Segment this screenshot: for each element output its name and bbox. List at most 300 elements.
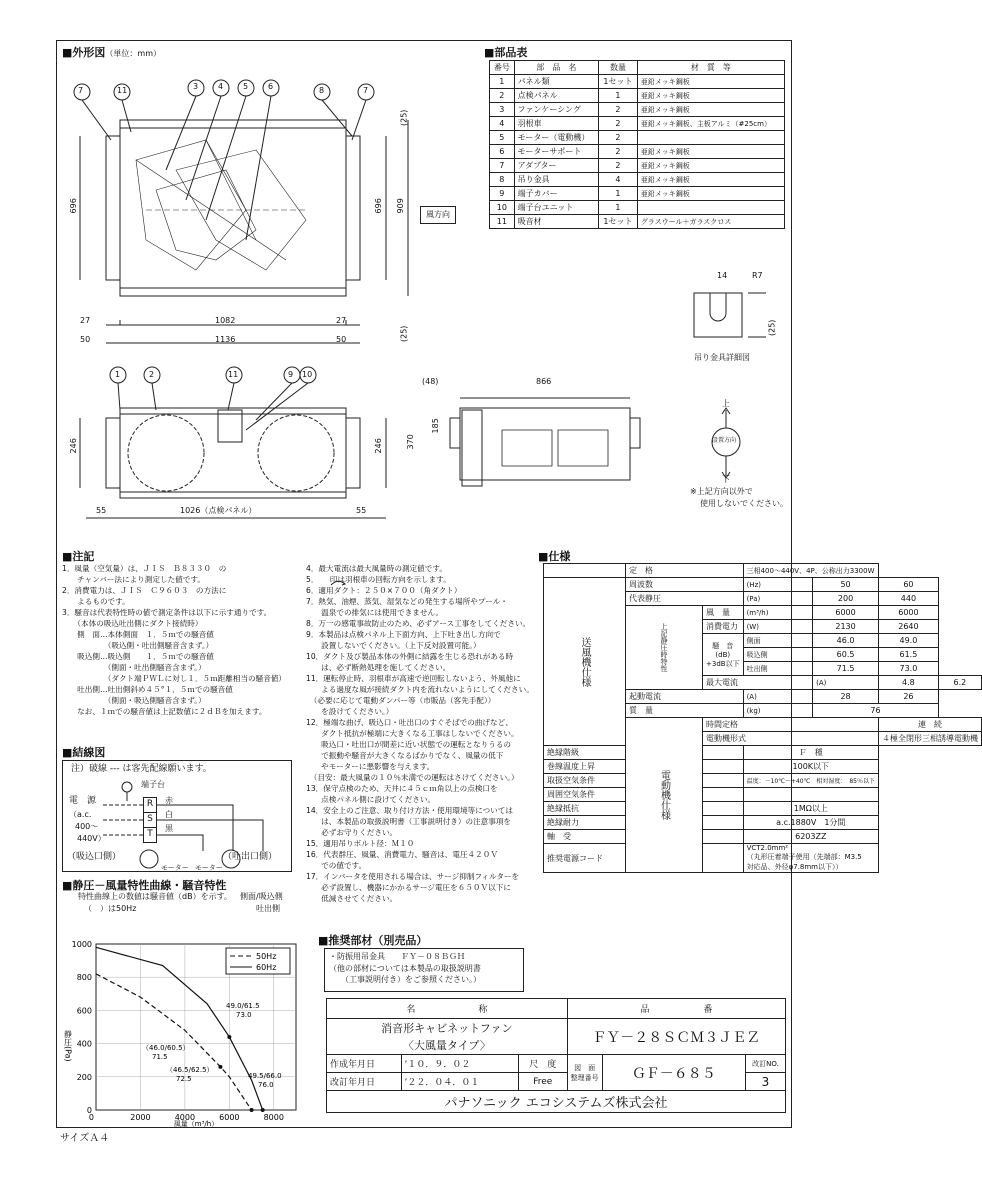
hanger-dim-25: (25) bbox=[767, 319, 777, 337]
motor-label: 軸 受 bbox=[544, 830, 744, 844]
number-header: 品 番 bbox=[567, 999, 785, 1019]
callout-4: 4 bbox=[218, 82, 224, 91]
chart-noise-label: 49.5/66.0 bbox=[248, 1072, 282, 1080]
note-line: で振動や騒音が大きくなるばかりでなく、風量の低下 bbox=[306, 751, 504, 760]
motor-value: 1MΩ以上 bbox=[743, 802, 878, 816]
spec-row bbox=[544, 564, 982, 578]
parts-header-row bbox=[490, 61, 785, 75]
part-no: 7 bbox=[490, 159, 515, 173]
note-line: 3．騒音は代表特性時の値で測定条件は以下に示す通りです。 bbox=[62, 608, 272, 617]
chart-point bbox=[227, 1035, 231, 1039]
chart-noise-label: （46.5/62.5） bbox=[166, 1066, 214, 1074]
part-no: 10 bbox=[490, 201, 515, 215]
legend-60hz: 60Hz bbox=[256, 963, 277, 972]
outline-title: ■外形図（単位：mm） bbox=[62, 46, 161, 59]
motor-label-2: モーター bbox=[195, 864, 223, 872]
note-line: よる過度な風が接続ダクト内を流れないようにしてください。 bbox=[306, 685, 534, 694]
motor-value: 温度：－10℃～+40℃ 相対湿度： 85％以下 bbox=[743, 774, 878, 788]
note-line: での値です。 bbox=[306, 861, 367, 870]
chart-noise-label-total: 72.5 bbox=[176, 1075, 192, 1083]
callout-6: 6 bbox=[268, 82, 274, 91]
mass-value: 76 bbox=[813, 704, 939, 718]
spec-50hz: 4.8 bbox=[879, 676, 939, 690]
wiring-title: ■結線図 bbox=[62, 746, 106, 759]
part-name: 吸音材 bbox=[514, 215, 598, 229]
dim-55-left: 55 bbox=[96, 506, 107, 515]
accessory-line: （工事説明付き）をご参照ください。） bbox=[329, 975, 481, 985]
part-material: 亜鉛メッキ鋼板 bbox=[637, 159, 784, 173]
note-line: は、本製品の取扱説明書（工事説明付き）の注意事項を bbox=[306, 817, 512, 826]
cable-value bbox=[743, 844, 878, 873]
dim-185: 185 bbox=[430, 418, 440, 434]
db-note: +3dB以下 bbox=[706, 659, 740, 668]
spec-unit: (A) bbox=[743, 690, 813, 704]
chart-ylabel: 静圧(Pa) bbox=[63, 1030, 73, 1062]
part-qty: 2 bbox=[599, 159, 638, 173]
dim-50-right: 50 bbox=[336, 335, 347, 344]
part-qty: 2 bbox=[599, 145, 638, 159]
part-no: 4 bbox=[490, 117, 515, 131]
noise-position: 吐出側 bbox=[743, 662, 813, 676]
note-line: チャンバー法により測定した値です。 bbox=[62, 575, 205, 584]
unit-label: （単位：mm） bbox=[105, 49, 161, 58]
graph-sub-2: （ ）は50Hz bbox=[84, 904, 137, 913]
note-line: 16．代表群圧、風量、消費電力、騒音は、電圧４２０Ｖ bbox=[306, 850, 498, 859]
part-no: 6 bbox=[490, 145, 515, 159]
note-line: （目安：最大風量の１０％未満での運転はさけてください。） bbox=[306, 773, 519, 782]
spec-unit: (m³/h) bbox=[743, 606, 813, 620]
spec-label: 風 量 bbox=[703, 606, 744, 620]
note-line: 8．万一の感電事故防止のため、必ずアース工事をしてください。 bbox=[306, 619, 531, 628]
note-line: 14．安全上のご注意、取り付け方法・使用環境等については bbox=[306, 806, 513, 815]
dim-246-left: 246 bbox=[68, 438, 78, 454]
scale-label: 尺 度 bbox=[518, 1055, 567, 1073]
chart-noise-label: 49.0/61.5 bbox=[226, 1002, 260, 1010]
db-text: (dB) bbox=[715, 650, 731, 659]
drawing-label: 図 面 bbox=[574, 1063, 596, 1072]
callout-8: 8 bbox=[319, 86, 325, 95]
dim-1082: 1082 bbox=[215, 316, 236, 325]
motor-label: 取扱空気条件 bbox=[544, 774, 744, 788]
note-line: 5． 印は羽根車の回転方向を示します。 bbox=[306, 575, 451, 584]
note-line: 2．消費電力は、ＪＩＳ Ｃ９６０３ の方法に bbox=[62, 586, 227, 595]
direction-label: 設置方向 bbox=[712, 437, 737, 444]
note-line: 吸込側…吸込側 １．５ｍでの騒音値 bbox=[62, 652, 214, 661]
spec-row bbox=[544, 760, 982, 774]
chart-xlabel: 風量（m³/h） bbox=[173, 1120, 219, 1128]
note-line: 9．本製品は点検パネル上下面方向、上下吐き出し方向で bbox=[306, 630, 501, 639]
accessory-lines bbox=[325, 949, 523, 988]
notes-column-2 bbox=[306, 563, 534, 904]
graph-sub-1: 特性曲線上の数値は騒音値（dB）を示す。 bbox=[78, 892, 232, 901]
wire-red: 赤 bbox=[165, 796, 173, 805]
noise-text: 騒 音 bbox=[712, 641, 734, 650]
product-name-2: 〈大風量タイプ〉 bbox=[327, 1037, 568, 1055]
parts-hdr-no: 番号 bbox=[490, 61, 515, 75]
part-no: 11 bbox=[490, 215, 515, 229]
wire-black: 黒 bbox=[165, 824, 173, 833]
hanger-dim-14: 14 bbox=[717, 271, 728, 280]
spec-group-blank bbox=[544, 564, 626, 578]
wiring-box bbox=[62, 760, 292, 872]
product-number: ＦＹ－２８ＳＣＭ３ＪＥＺ bbox=[567, 1019, 785, 1055]
accessory-box bbox=[324, 948, 524, 992]
note-line: 設置しないでください。（上下反対設置可能。） bbox=[306, 641, 481, 650]
part-qty: 1セット bbox=[599, 215, 638, 229]
part-material: グラスウール＋ガラスクロス bbox=[637, 215, 784, 229]
suction-side: （吸込口側） bbox=[67, 852, 122, 862]
chart-ytick: 800 bbox=[76, 973, 92, 983]
callout-1: 1 bbox=[115, 370, 121, 379]
part-name: アダプター bbox=[514, 159, 598, 173]
spec-row bbox=[544, 844, 982, 873]
note-line: 吸込口・吐出口が間差に近い状態での運転となりうるの bbox=[306, 740, 512, 749]
revision-number: 3 bbox=[746, 1073, 786, 1091]
dim-27-left: 27 bbox=[80, 316, 91, 325]
note-line: 側 面…本体側面 １．５ｍでの騒音値 bbox=[62, 630, 214, 639]
direction-note-2: 使用しないでください。 bbox=[700, 499, 788, 508]
callout-5: 5 bbox=[243, 82, 249, 91]
chart-ytick: 0 bbox=[86, 1106, 92, 1115]
wiring-note: 注）破線 ‐‐‐ は客先配線願います。 bbox=[71, 764, 212, 774]
drawing-number: ＧＦ－６８５ bbox=[602, 1055, 745, 1091]
title-block bbox=[326, 998, 786, 1113]
part-qty: 2 bbox=[599, 103, 638, 117]
part-material bbox=[637, 201, 784, 215]
part-no: 5 bbox=[490, 131, 515, 145]
chart-origin: 0 bbox=[88, 1113, 94, 1122]
graph-out-header: 吐出側 bbox=[256, 904, 280, 913]
blower-sub: 上記静圧時特性 bbox=[626, 606, 703, 690]
chart-xtick: 6000 bbox=[219, 1113, 240, 1122]
part-name: モーター（電動機） bbox=[514, 131, 598, 145]
noise-position: 側面 bbox=[743, 634, 813, 648]
parts-row bbox=[490, 187, 785, 201]
revision-label: 改訂NO. bbox=[746, 1055, 786, 1073]
motor-label: 巻線温度上昇 bbox=[544, 760, 744, 774]
dim-48: (48) bbox=[422, 377, 439, 386]
paper-size: サイズＡ４ bbox=[60, 1133, 110, 1144]
note-line: 点検パネル側に設けてください。 bbox=[306, 795, 436, 804]
part-qty: 1 bbox=[599, 89, 638, 103]
spec-row bbox=[544, 774, 982, 788]
motor-label: 周囲空気条件 bbox=[544, 788, 744, 802]
parts-title: ■部品表 bbox=[484, 46, 528, 59]
parts-row bbox=[490, 145, 785, 159]
note-line: （側面・吐出側騒音含まず。） bbox=[62, 663, 206, 672]
part-no: 9 bbox=[490, 187, 515, 201]
graph-title: ■静圧－風量特性曲線・騒音特性 bbox=[62, 879, 227, 892]
note-line: 必ずお守りください。 bbox=[306, 828, 398, 837]
motor-value: 連 続 bbox=[879, 718, 982, 732]
parts-row bbox=[490, 201, 785, 215]
cable-line: VCT2.0mm² bbox=[746, 844, 789, 852]
note-line: 11．運転停止時、羽根車が高速で逆回転しないよう、外風他に bbox=[306, 674, 521, 683]
spec-60hz: 26 bbox=[879, 690, 939, 704]
note-line: を設けてください。） bbox=[306, 707, 394, 716]
spec-unit: (A) bbox=[813, 676, 879, 690]
terminal-s: S bbox=[144, 813, 156, 828]
motor-value bbox=[743, 788, 878, 802]
note-line: 低減させてください。 bbox=[306, 894, 398, 903]
direction-up: 上 bbox=[722, 399, 730, 408]
part-name: 吊り金具 bbox=[514, 173, 598, 187]
noise-50hz: 46.0 bbox=[813, 634, 879, 648]
motor-group: 電動機仕様 bbox=[626, 718, 703, 873]
cable-line: （丸形圧着端子使用（先端部：M3.5 bbox=[746, 853, 862, 861]
cable-line: 対応品、外径φ7.8mm以下）） bbox=[746, 863, 843, 871]
hanger-dim-r7: R7 bbox=[752, 271, 763, 280]
note-line: は、必ず断熱処理を施してください。 bbox=[306, 663, 451, 672]
spec-50hz: 6000 bbox=[813, 606, 879, 620]
chart-point bbox=[261, 1108, 265, 1112]
legend-50hz: 50Hz bbox=[256, 952, 277, 961]
direction-down: 下 bbox=[722, 475, 730, 484]
notes-title: ■注記 bbox=[62, 550, 95, 563]
revised-label: 改訂年月日 bbox=[327, 1073, 402, 1091]
parts-hdr-qty: 数量 bbox=[599, 61, 638, 75]
spec-row bbox=[544, 830, 982, 844]
callout-10: 10 bbox=[302, 370, 313, 379]
chart-noise-label-total: 71.5 bbox=[152, 1053, 168, 1061]
spec-row bbox=[544, 746, 982, 760]
spec-title: ■仕様 bbox=[538, 550, 571, 563]
scale-value: Free bbox=[518, 1073, 567, 1091]
spec-unit: (Hz) bbox=[743, 578, 813, 592]
part-material: 亜鉛メッキ鋼板 bbox=[637, 89, 784, 103]
note-line: （側面・吸込側騒音含まず。） bbox=[62, 696, 206, 705]
callout-7b: 7 bbox=[363, 86, 369, 95]
static-pressure-chart bbox=[56, 920, 306, 1130]
voltage-3: 440V） bbox=[77, 834, 106, 843]
note-line: 温泉での排気には使用できません。 bbox=[306, 608, 444, 617]
note-line: 必ず設置し、機器にかかるサージ電圧を６５０Ｖ以下に bbox=[306, 883, 511, 892]
part-name: 端子カバー bbox=[514, 187, 598, 201]
note-line: （ダクト端ＰＷＬに対し１．５ｍ距離相当の騒音値） bbox=[62, 674, 287, 683]
parts-table bbox=[489, 60, 785, 229]
part-qty: 2 bbox=[599, 131, 638, 145]
part-material: 亜鉛メッキ鋼板、主板アルミ（#25cm） bbox=[637, 117, 784, 131]
motor-label: 絶縁抵抗 bbox=[544, 802, 744, 816]
dim-55-right: 55 bbox=[356, 506, 367, 515]
motor-value: 6203ZZ bbox=[743, 830, 878, 844]
noise-label bbox=[703, 634, 744, 676]
dim-1026: 1026（点検パネル） bbox=[180, 506, 257, 515]
spec-row bbox=[544, 788, 982, 802]
part-name: モーターサポート bbox=[514, 145, 598, 159]
spec-60hz: 6000 bbox=[879, 606, 939, 620]
dim-370: 370 bbox=[405, 434, 415, 450]
mass-label: 質 量 bbox=[626, 704, 744, 718]
spec-unit: (Pa) bbox=[743, 592, 813, 606]
spec-unit: (W) bbox=[743, 620, 813, 634]
part-no: 1 bbox=[490, 75, 515, 89]
note-line: 17．インバータを使用される場合は、サージ抑制フィルターを bbox=[306, 872, 520, 881]
note-line: 7．熱気、油煙、蒸気、湿気などの発生する場所やプール・ bbox=[306, 597, 508, 606]
part-material: 亜鉛メッキ鋼板 bbox=[637, 75, 784, 89]
dim-1136: 1136 bbox=[215, 335, 236, 344]
spec-label: 消費電力 bbox=[703, 620, 744, 634]
callout-11a: 11 bbox=[117, 86, 128, 95]
company-name: パナソニック エコシステムズ株式会社 bbox=[327, 1091, 786, 1113]
motor-value: ４極全閉形三相誘導電動機 bbox=[879, 732, 982, 746]
dim-246-right: 246 bbox=[373, 438, 383, 454]
note-line: 1．風量（空気量）は、ＪＩＳ Ｂ８３３０ の bbox=[62, 564, 227, 573]
spec-row bbox=[544, 816, 982, 830]
drawing-label-2: 整理番号 bbox=[570, 1073, 599, 1082]
parts-row bbox=[490, 103, 785, 117]
chart-point bbox=[250, 1108, 254, 1112]
parts-row bbox=[490, 117, 785, 131]
parts-hdr-material: 材 質 等 bbox=[637, 61, 784, 75]
dim-27-right: 27 bbox=[336, 316, 347, 325]
parts-row bbox=[490, 75, 785, 89]
chart-xtick: 2000 bbox=[130, 1113, 151, 1122]
noise-60hz: 73.0 bbox=[879, 662, 939, 676]
spec-60hz: 6.2 bbox=[938, 676, 981, 690]
part-qty: 4 bbox=[599, 173, 638, 187]
part-material: 亜鉛メッキ鋼板 bbox=[637, 173, 784, 187]
direction-note-1: ※上記方向以外で bbox=[690, 487, 753, 496]
dim-909: 909 bbox=[395, 198, 405, 214]
motor-value: 100K以下 bbox=[743, 760, 878, 774]
parts-row bbox=[490, 159, 785, 173]
dim-25-bottom: (25) bbox=[399, 325, 409, 343]
wind-direction: 風方向 bbox=[420, 206, 456, 224]
spec-row bbox=[544, 578, 982, 592]
motor-value: Ｆ 種 bbox=[743, 746, 878, 760]
note-line: 6．適用ダクト：２５０×７００（角ダクト） bbox=[306, 586, 462, 595]
note-line: （必要に応じて電動ダンパー等（市販品（客先手配）） bbox=[306, 696, 496, 705]
motor-label-1: モーター bbox=[161, 864, 189, 872]
dim-50-left: 50 bbox=[80, 335, 91, 344]
part-name: 羽根車 bbox=[514, 117, 598, 131]
chart-ytick: 400 bbox=[76, 1039, 92, 1049]
part-no: 2 bbox=[490, 89, 515, 103]
chart-noise-label-total: 73.0 bbox=[236, 1011, 252, 1019]
noise-60hz: 61.5 bbox=[879, 648, 939, 662]
motor-value: a.c.1880V 1分間 bbox=[743, 816, 878, 830]
note-line: 13．保守点検のため、天井に４５ｃｍ角以上の点検口を bbox=[306, 784, 498, 793]
note-line: よるものです。 bbox=[62, 597, 130, 606]
chart-xtick: 8000 bbox=[263, 1113, 284, 1122]
note-line: 10．ダクト及び製品本体の外側に結露を生じる恐れがある時 bbox=[306, 652, 514, 661]
chart-noise-label: （46.0/60.5） bbox=[142, 1044, 190, 1052]
spec-50hz: 200 bbox=[813, 592, 879, 606]
rated-value: 三相400～440V、4P、公称出力3300W bbox=[743, 564, 878, 578]
parts-row bbox=[490, 215, 785, 229]
dim-25-top: (25) bbox=[399, 109, 409, 127]
part-material: 亜鉛メッキ鋼板 bbox=[637, 187, 784, 201]
notes-column-1 bbox=[62, 563, 286, 717]
part-name: 端子台ユニット bbox=[514, 201, 598, 215]
spec-50hz: 50 bbox=[813, 578, 879, 592]
spec-label: 起動電流 bbox=[626, 690, 744, 704]
name-header: 名 称 bbox=[327, 999, 568, 1019]
rotation-arrow-icon bbox=[330, 578, 346, 586]
cable-label: 推奨電源コード bbox=[544, 844, 744, 873]
chart-series-line bbox=[96, 974, 252, 1110]
noise-60hz: 49.0 bbox=[879, 634, 939, 648]
hanger-title: 吊り金具詳細図 bbox=[694, 353, 750, 362]
accessory-title: ■推奨部材（別売品） bbox=[318, 934, 428, 947]
spec-label: 代表静圧 bbox=[626, 592, 744, 606]
voltage-2: 400～ bbox=[75, 822, 99, 831]
chart-ytick: 200 bbox=[76, 1072, 92, 1082]
noise-position: 吸込側 bbox=[743, 648, 813, 662]
chart-ytick: 1000 bbox=[71, 940, 92, 949]
chart-noise-label-total: 76.0 bbox=[258, 1081, 274, 1089]
callout-3: 3 bbox=[193, 82, 199, 91]
mass-unit: (kg) bbox=[743, 704, 813, 718]
dim-866: 866 bbox=[536, 377, 552, 386]
graph-side-header: 側面/吸込側 bbox=[240, 892, 283, 901]
part-no: 3 bbox=[490, 103, 515, 117]
spec-label: 最大電流 bbox=[703, 676, 813, 690]
spec-60hz: 440 bbox=[879, 592, 939, 606]
end-view bbox=[440, 390, 670, 490]
power-label: 電 源 bbox=[69, 796, 97, 806]
noise-50hz: 60.5 bbox=[813, 648, 879, 662]
note-line: 12．極端な曲げ、吸込口・吐出口のすぐそばでの曲げなど、 bbox=[306, 718, 513, 727]
terminal-label: 端子台 bbox=[141, 780, 165, 789]
product-name-1: 消音形キャビネットファン bbox=[327, 1019, 568, 1037]
wire-white: 白 bbox=[165, 810, 173, 819]
spec-50hz: 28 bbox=[813, 690, 879, 704]
part-qty: 2 bbox=[599, 117, 638, 131]
dim-696-left: 696 bbox=[68, 198, 78, 214]
created-label: 作成年月日 bbox=[327, 1055, 402, 1073]
spec-60hz: 60 bbox=[879, 578, 939, 592]
note-line: ダクト抵抗が極端に大きくなる工事はしないでください。 bbox=[306, 729, 519, 738]
blower-group: 送風機仕様 bbox=[544, 578, 626, 746]
accessory-line: （他の部材については本製品の取扱説明書 bbox=[329, 963, 481, 973]
parts-hdr-name: 部 品 名 bbox=[514, 61, 598, 75]
note-line: なお、１ｍでの騒音値は上記数値に２ｄＢを加えます。 bbox=[62, 707, 267, 716]
callout-11b: 11 bbox=[228, 370, 239, 379]
revised-date: ’２２．０４．０１ bbox=[401, 1073, 518, 1091]
rated-label: 定 格 bbox=[626, 564, 744, 578]
part-qty: 1 bbox=[599, 187, 638, 201]
spec-50hz: 2130 bbox=[813, 620, 879, 634]
part-name: ファンケーシング bbox=[514, 103, 598, 117]
callout-2: 2 bbox=[149, 370, 155, 379]
parts-row bbox=[490, 89, 785, 103]
note-line: （吸込側・吐出側騒音含まず。） bbox=[62, 641, 214, 650]
part-material: 亜鉛メッキ鋼板 bbox=[637, 103, 784, 117]
spec-label: 周波数 bbox=[626, 578, 744, 592]
part-qty: 1 bbox=[599, 201, 638, 215]
note-line: 吐出側…吐出側斜め４５°１．５ｍでの騒音値 bbox=[62, 685, 233, 694]
chart-xtick: 4000 bbox=[174, 1113, 196, 1122]
note-line: 4．最大電流は最大風量時の測定値です。 bbox=[306, 564, 447, 573]
voltage-1: （a.c. bbox=[69, 810, 92, 819]
spec-60hz: 2640 bbox=[879, 620, 939, 634]
spec-row bbox=[544, 802, 982, 816]
note-line: 15．適用吊りボルト径：Ｍ１０ bbox=[306, 839, 415, 848]
chart-ytick: 600 bbox=[76, 1006, 92, 1016]
motor-label: 時間定格 bbox=[703, 718, 879, 732]
created-date: ’１０．９．０２ bbox=[401, 1055, 518, 1073]
part-name: パネル類 bbox=[514, 75, 598, 89]
terminal-r: R bbox=[144, 798, 156, 813]
part-material bbox=[637, 131, 784, 145]
part-qty: 1セット bbox=[599, 75, 638, 89]
dim-696-right: 696 bbox=[373, 198, 383, 214]
motor-label: 電動機形式 bbox=[703, 732, 879, 746]
part-material: 亜鉛メッキ鋼板 bbox=[637, 145, 784, 159]
parts-row bbox=[490, 173, 785, 187]
